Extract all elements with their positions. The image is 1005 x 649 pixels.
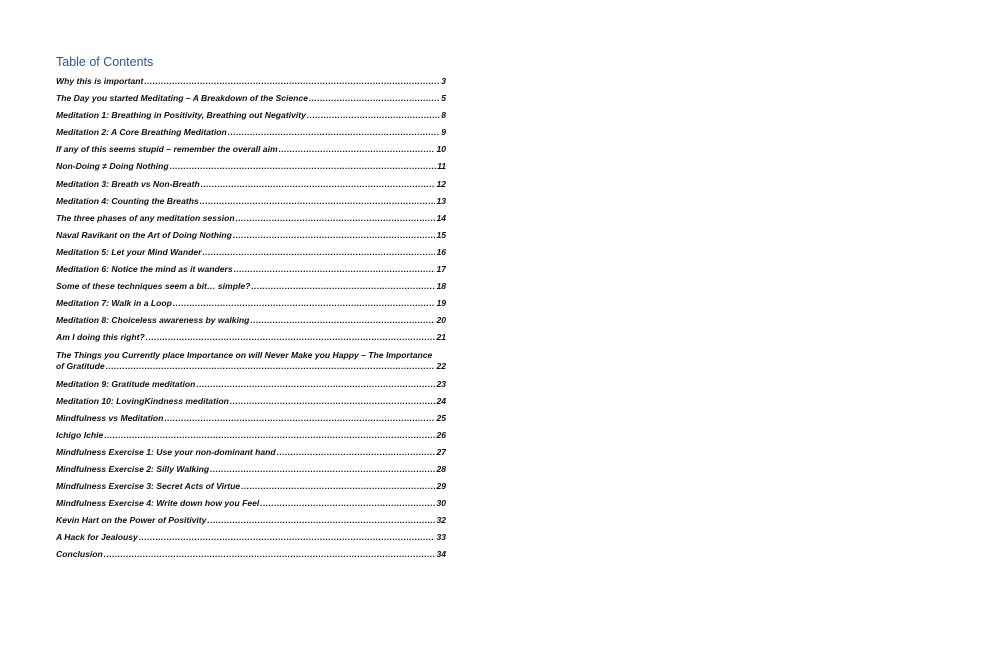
toc-entry[interactable] bbox=[56, 213, 446, 230]
toc-dot-leader bbox=[106, 361, 436, 373]
toc-entry-page-number: 9 bbox=[441, 127, 446, 138]
toc-entry-label: Mindfulness Exercise 4: Write down how you Feel bbox=[56, 498, 260, 509]
toc-entry-label: Kevin Hart on the Power of Positivity bbox=[56, 515, 207, 526]
toc-entry[interactable] bbox=[56, 76, 446, 93]
toc-entry[interactable] bbox=[56, 298, 446, 315]
toc-dot-leader bbox=[307, 110, 440, 121]
toc-entry-page-number: 10 bbox=[436, 144, 446, 155]
toc-entry[interactable] bbox=[56, 350, 446, 379]
toc-entry-page-number: 26 bbox=[436, 429, 446, 440]
toc-dot-leader bbox=[260, 498, 435, 509]
toc-entry[interactable] bbox=[56, 196, 446, 213]
toc-entry[interactable] bbox=[56, 230, 446, 247]
toc-dot-leader bbox=[173, 298, 436, 309]
toc-entry[interactable] bbox=[56, 110, 446, 127]
toc-dot-leader bbox=[139, 532, 436, 543]
toc-entry[interactable] bbox=[56, 281, 446, 298]
toc-entry[interactable] bbox=[56, 396, 446, 413]
toc-entry-label: If any of this seems stupid – remember the overall aim bbox=[56, 144, 278, 155]
toc-entry-page-number: 33 bbox=[436, 532, 446, 543]
toc-entry[interactable] bbox=[56, 430, 446, 447]
toc-entry-label: The Things you Currently place Importance on will Never Make you Happy – The Importance bbox=[56, 349, 433, 360]
toc-entry-page-number: 20 bbox=[436, 315, 446, 326]
toc-entry[interactable] bbox=[56, 144, 446, 161]
toc-dot-leader bbox=[210, 464, 435, 475]
toc-entry-page-number: 34 bbox=[436, 549, 446, 560]
toc-entry[interactable] bbox=[56, 315, 446, 332]
toc-entry-label: Mindfulness Exercise 1: Use your non-dominant hand bbox=[56, 446, 276, 457]
toc-entry-line2 bbox=[56, 361, 446, 373]
toc-dot-leader bbox=[104, 430, 435, 441]
toc-dot-leader bbox=[277, 447, 436, 458]
toc-dot-leader bbox=[201, 179, 436, 190]
toc-dot-leader bbox=[236, 213, 436, 224]
toc-entry-page-number: 30 bbox=[436, 498, 446, 509]
toc-dot-leader bbox=[207, 515, 435, 526]
toc-entry-page-number: 27 bbox=[436, 446, 446, 457]
toc-entry-page-number: 15 bbox=[436, 229, 446, 240]
toc-entry-page-number: 11 bbox=[437, 161, 446, 172]
toc-entry-label: Meditation 1: Breathing in Positivity, Breathing out Negativity bbox=[56, 110, 306, 121]
toc-entry-label: Conclusion bbox=[56, 549, 103, 560]
toc-entry[interactable] bbox=[56, 264, 446, 281]
toc-dot-leader bbox=[279, 144, 436, 155]
toc-entry-label: Am I doing this right? bbox=[56, 332, 145, 343]
toc-dot-leader bbox=[104, 549, 436, 560]
toc-entry[interactable] bbox=[56, 179, 446, 196]
toc-dot-leader bbox=[146, 332, 436, 343]
toc-dot-leader bbox=[196, 379, 435, 390]
toc-entry-page-number: 5 bbox=[441, 93, 446, 104]
toc-entry-label: Some of these techniques seem a bit… simple? bbox=[56, 281, 251, 292]
toc-entry-label: Meditation 2: A Core Breathing Meditation bbox=[56, 127, 227, 138]
toc-dot-leader bbox=[202, 247, 435, 258]
toc-entry-label: Mindfulness Exercise 3: Secret Acts of Virtue bbox=[56, 481, 241, 492]
toc-entry-label: Ichigo Ichie bbox=[56, 429, 104, 440]
toc-entry-label: Meditation 7: Walk in a Loop bbox=[56, 298, 172, 309]
toc-entry-page-number: 19 bbox=[436, 298, 446, 309]
toc-entry-page-number: 29 bbox=[436, 481, 446, 492]
toc-entry-page-number: 12 bbox=[436, 178, 446, 189]
toc-dot-leader bbox=[200, 196, 436, 207]
toc-entry-label: Naval Ravikant on the Art of Doing Nothing bbox=[56, 229, 232, 240]
toc-dot-leader bbox=[241, 481, 435, 492]
toc-entry[interactable] bbox=[56, 93, 446, 110]
toc-entry-page-number: 18 bbox=[436, 281, 446, 292]
toc-entry-page-number: 16 bbox=[436, 246, 446, 257]
toc-entry-page-number: 13 bbox=[436, 195, 446, 206]
toc-entry[interactable] bbox=[56, 379, 446, 396]
toc-entry-label: Meditation 5: Let your Mind Wander bbox=[56, 246, 202, 257]
toc-entry-label: A Hack for Jealousy bbox=[56, 532, 138, 543]
table-of-contents bbox=[56, 54, 446, 567]
toc-dot-leader bbox=[230, 396, 436, 407]
toc-entry-page-number: 24 bbox=[436, 395, 446, 406]
toc-dot-leader bbox=[309, 93, 440, 104]
toc-entry-page-number: 17 bbox=[436, 264, 446, 275]
toc-entry-page-number: 14 bbox=[436, 212, 446, 223]
toc-entry-label: Meditation 3: Breath vs Non-Breath bbox=[56, 178, 200, 189]
toc-heading: Table of Contents bbox=[56, 55, 154, 69]
toc-entry-label: Mindfulness Exercise 2: Silly Walking bbox=[56, 463, 210, 474]
toc-entry-page-number: 3 bbox=[441, 76, 446, 86]
toc-entry-label: The Day you started Meditating – A Breakdown of the Science bbox=[56, 93, 308, 104]
toc-dot-leader bbox=[250, 315, 435, 326]
toc-entry-page-number: 25 bbox=[436, 412, 446, 423]
toc-entry[interactable] bbox=[56, 127, 446, 144]
toc-entry-list bbox=[56, 76, 446, 567]
toc-entry-label: Why this is important bbox=[56, 76, 144, 86]
toc-entry-page-number: 22 bbox=[436, 361, 446, 371]
toc-entry-page-number: 21 bbox=[436, 332, 446, 343]
toc-dot-leader bbox=[251, 281, 435, 292]
toc-dot-leader bbox=[164, 413, 435, 424]
toc-entry-label-continued: of Gratitude bbox=[56, 361, 105, 371]
toc-entry[interactable] bbox=[56, 464, 446, 481]
toc-entry-page-number: 23 bbox=[436, 378, 446, 389]
toc-entry-label: Meditation 4: Counting the Breaths bbox=[56, 195, 199, 206]
toc-entry[interactable] bbox=[56, 498, 446, 515]
toc-entry-label: Meditation 6: Notice the mind as it wanders bbox=[56, 264, 233, 275]
toc-entry[interactable] bbox=[56, 549, 446, 566]
toc-entry[interactable] bbox=[56, 332, 446, 349]
toc-entry-page-number: 28 bbox=[436, 463, 446, 474]
toc-entry[interactable] bbox=[56, 447, 446, 464]
toc-entry[interactable] bbox=[56, 247, 446, 264]
toc-dot-leader bbox=[144, 76, 440, 87]
toc-entry[interactable] bbox=[56, 161, 446, 178]
toc-dot-leader bbox=[228, 127, 440, 138]
toc-entry[interactable] bbox=[56, 481, 446, 498]
toc-entry-label: Meditation 9: Gratitude meditation bbox=[56, 378, 196, 389]
toc-entry-label: The three phases of any meditation session bbox=[56, 212, 235, 223]
toc-dot-leader bbox=[233, 230, 436, 241]
toc-entry-label: Meditation 10: LovingKindness meditation bbox=[56, 395, 229, 406]
toc-entry-label: Meditation 8: Choiceless awareness by walking bbox=[56, 315, 250, 326]
toc-entry[interactable] bbox=[56, 515, 446, 532]
toc-dot-leader bbox=[170, 161, 436, 172]
toc-entry[interactable] bbox=[56, 413, 446, 430]
toc-dot-leader bbox=[234, 264, 436, 275]
toc-entry-page-number: 32 bbox=[436, 515, 446, 526]
toc-entry[interactable] bbox=[56, 532, 446, 549]
toc-entry-label: Mindfulness vs Meditation bbox=[56, 412, 164, 423]
toc-entry-label: Non-Doing ≠ Doing Nothing bbox=[56, 161, 169, 172]
toc-entry-page-number: 8 bbox=[441, 110, 446, 121]
